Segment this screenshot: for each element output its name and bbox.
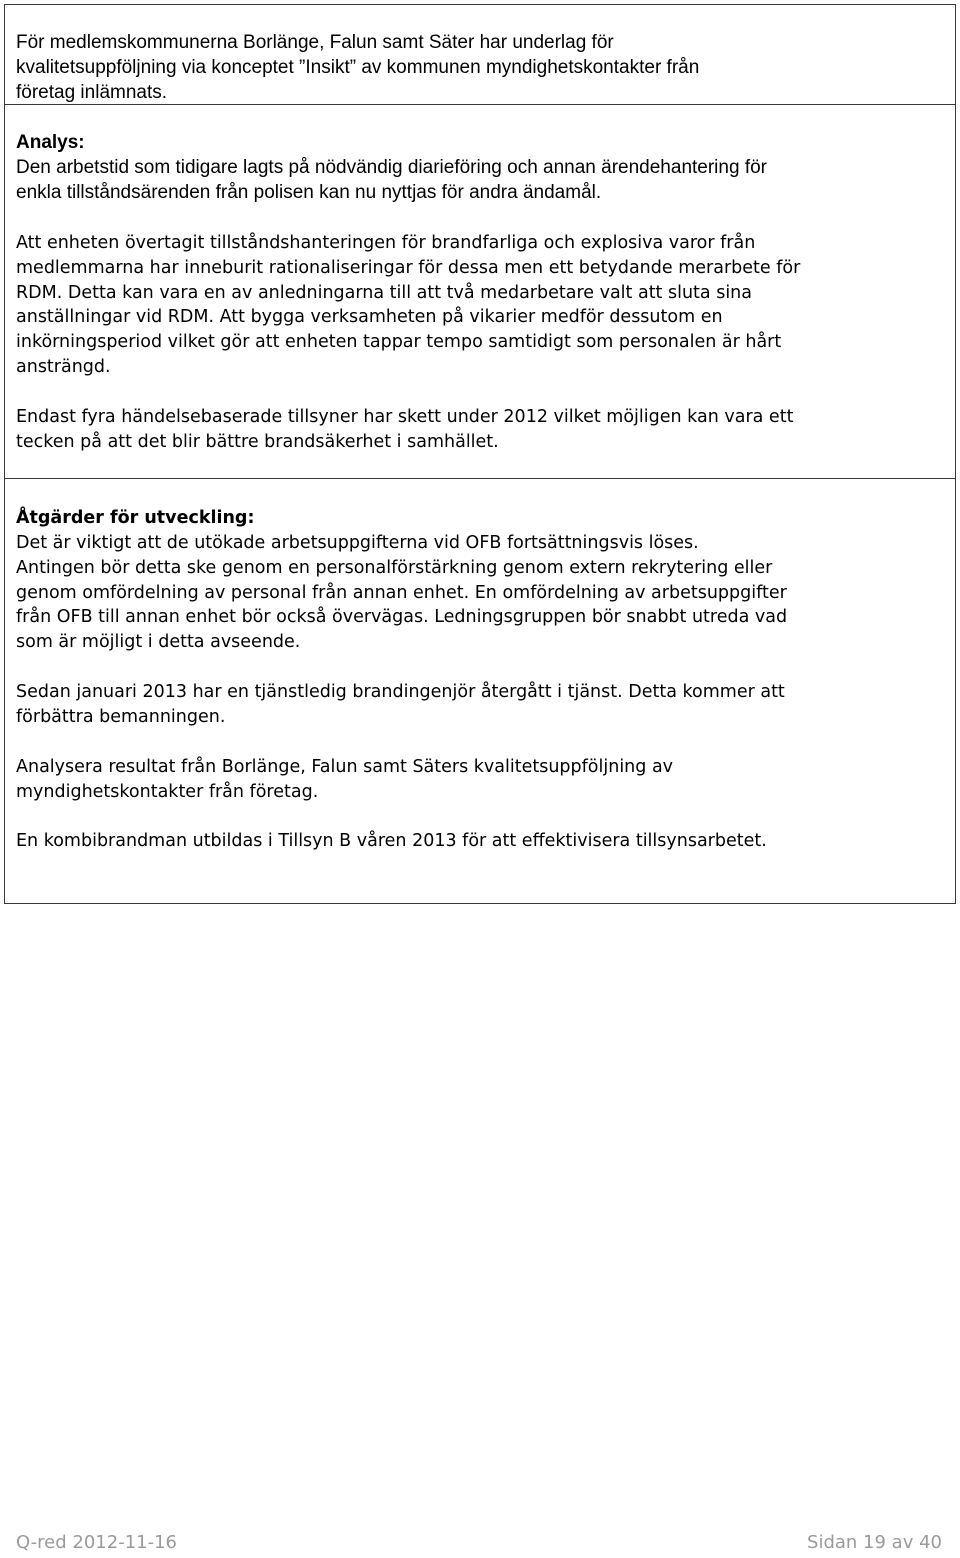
text-line: förbättra bemanningen. [16,706,226,727]
page-number: Sidan 19 av 40 [807,1532,942,1553]
text-line: RDM. Detta kan vara en av anledningarna till att två medarbetare valt att sluta sina [16,282,752,303]
atgarder-paragraph-1 [16,531,950,655]
text-line: Antingen bör detta ske genom en personalförstärkning genom extern rekrytering eller [16,557,773,578]
text-line: inkörningsperiod vilket gör att enheten tappar tempo samtidigt som personalen är hårt [16,332,782,353]
analys-heading: Analys: [16,132,85,153]
text-line: genom omfördelning av personal från annan enhet. En omfördelning av arbetsuppgifter [16,582,787,603]
atgarder-heading: Åtgärder för utveckling: [16,508,255,528]
text-line: myndighetskontakter från företag. [16,781,319,802]
text-line: Endast fyra händelsebaserade tillsyner har skett under 2012 vilket möjligen kan vara ett [16,407,794,427]
atgarder-paragraph-2 [16,680,950,730]
text-line: företag inlämnats. [16,81,168,103]
text-line: ansträngd. [16,356,111,377]
text-line: anställningar vid RDM. Att bygga verksamheten på vikarier medför dessutom en [16,307,723,328]
text-line: tecken på att det blir bättre brandsäkerhet i samhället. [16,431,499,452]
analys-paragraph-2 [16,231,950,380]
atgarder-paragraph-4 [16,829,950,854]
text-line: För medlemskommunerna Borlänge, Falun samt Säter har underlag för [16,32,614,53]
text-line: Det är viktigt att de utökade arbetsuppgifterna vid OFB fortsättningsvis löses. [16,533,699,553]
intro-paragraph [16,31,950,105]
text-line: Att enheten övertagit tillståndshanteringen för brandfarliga och explosiva varor från [16,233,756,253]
text-line: kvalitetsuppföljning via konceptet ”Insikt” av kommunen myndighetskontakter från [16,56,700,78]
analys-paragraph-1 [16,156,950,206]
text-line: som är möjligt i detta avseende. [16,632,301,653]
footer-date: Q-red 2012-11-16 [16,1532,177,1553]
text-line: En kombibrandman utbildas i Tillsyn B våren 2013 för att effektivisera tillsynsarbetet. [16,831,767,851]
atgarder-paragraph-3 [16,755,950,805]
text-line: Sedan januari 2013 har en tjänstledig brandingenjör återgått i tjänst. Detta kommer att [16,682,785,702]
text-line: enkla tillståndsärenden från polisen kan nu nyttjas för andra ändamål. [16,181,602,203]
analys-paragraph-3 [16,405,950,455]
text-line: från OFB till annan enhet bör också övervägas. Ledningsgruppen bör snabbt utreda vad [16,607,788,628]
text-line: Den arbetstid som tidigare lagts på nödvändig diarieföring och annan ärendehantering för [16,157,767,178]
text-line: medlemmarna har inneburit rationaliseringar för dessa men ett betydande merarbete för [16,257,801,278]
text-line: Analysera resultat från Borlänge, Falun samt Säters kvalitetsuppföljning av [16,757,674,777]
